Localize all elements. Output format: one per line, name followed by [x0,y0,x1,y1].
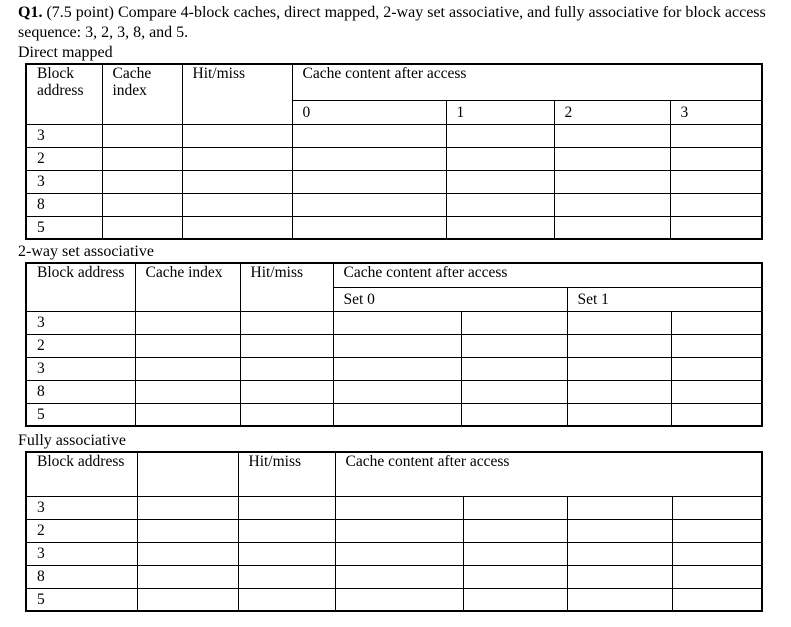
set-associative-table [25,262,763,427]
answer-cell[interactable] [333,403,461,426]
answer-cell[interactable] [461,311,567,334]
block-0-header: 0 [292,100,446,124]
table-row [26,496,762,519]
table-row [26,565,762,588]
answer-cell[interactable] [554,216,670,239]
answer-cell[interactable] [554,170,670,193]
table-row [26,311,762,334]
header-hit-miss: Hit/miss [240,263,333,311]
answer-cell[interactable] [446,216,554,239]
answer-cell[interactable] [335,542,463,565]
answer-cell[interactable] [672,542,762,565]
answer-cell[interactable] [335,588,463,611]
answer-cell[interactable] [461,380,567,403]
answer-cell[interactable] [240,311,333,334]
answer-cell[interactable] [240,334,333,357]
answer-cell[interactable] [463,496,567,519]
block-2-header: 2 [554,100,670,124]
answer-cell[interactable] [554,147,670,170]
answer-cell[interactable] [240,380,333,403]
answer-cell[interactable] [135,380,240,403]
header-block-address: Block address [26,263,135,311]
answer-cell[interactable] [567,380,671,403]
header-cache-content: Cache content after access [335,452,762,496]
answer-cell[interactable] [567,357,671,380]
answer-cell[interactable] [463,565,567,588]
answer-cell[interactable] [238,565,335,588]
table-row [26,357,762,380]
table-row [26,170,762,193]
answer-cell[interactable] [335,519,463,542]
answer-cell[interactable] [182,216,292,239]
answer-cell[interactable] [463,588,567,611]
block-address-cell: 8 [26,565,137,588]
answer-cell[interactable] [567,496,672,519]
answer-cell[interactable] [137,519,238,542]
answer-cell[interactable] [292,193,446,216]
answer-cell[interactable] [670,170,762,193]
block-address-cell: 3 [26,357,135,380]
answer-cell[interactable] [672,588,762,611]
header-empty [137,452,238,496]
answer-cell[interactable] [292,147,446,170]
block-address-cell: 3 [26,542,137,565]
answer-cell[interactable] [567,519,672,542]
header-block-address: Block address [26,452,137,496]
answer-cell[interactable] [333,311,461,334]
answer-cell[interactable] [182,124,292,147]
answer-cell[interactable] [670,124,762,147]
answer-cell[interactable] [182,147,292,170]
answer-cell[interactable] [335,496,463,519]
answer-cell[interactable] [238,496,335,519]
answer-cell[interactable] [240,357,333,380]
answer-cell[interactable] [670,216,762,239]
header-hit-miss: Hit/miss [238,452,335,496]
set-associative-label: 2-way set associative [18,243,154,260]
question-text [18,3,778,43]
answer-cell[interactable] [567,311,671,334]
block-address-cell: 2 [26,147,102,170]
direct-mapped-table [25,63,763,240]
answer-cell[interactable] [102,170,182,193]
block-address-cell: 3 [26,170,102,193]
answer-cell[interactable] [137,588,238,611]
block-address-cell: 8 [26,380,135,403]
answer-cell[interactable] [446,124,554,147]
answer-cell[interactable] [292,124,446,147]
fully-associative-label: Fully associative [18,432,126,449]
answer-cell[interactable] [567,542,672,565]
answer-cell[interactable] [182,193,292,216]
answer-cell[interactable] [672,565,762,588]
table-row [26,519,762,542]
answer-cell[interactable] [182,170,292,193]
answer-cell[interactable] [446,147,554,170]
header-cache-content: Cache content after access [292,64,762,100]
answer-cell[interactable] [333,380,461,403]
block-3-header: 3 [670,100,762,124]
direct-mapped-label: Direct mapped [18,44,113,61]
block-1-header: 1 [446,100,554,124]
answer-cell[interactable] [238,542,335,565]
answer-cell[interactable] [461,403,567,426]
block-address-cell: 3 [26,496,137,519]
answer-cell[interactable] [567,565,672,588]
header-cache-content: Cache content after access [333,263,762,287]
answer-cell[interactable] [567,588,672,611]
answer-cell[interactable] [102,147,182,170]
question-number: Q1. [18,4,43,21]
table-row [26,588,762,611]
answer-cell[interactable] [335,565,463,588]
block-address-cell: 3 [26,311,135,334]
answer-cell[interactable] [135,311,240,334]
answer-cell[interactable] [292,170,446,193]
table-row [26,334,762,357]
table-row [26,147,762,170]
answer-cell[interactable] [670,147,762,170]
answer-cell[interactable] [137,542,238,565]
table-row [26,380,762,403]
table-row [26,542,762,565]
answer-cell[interactable] [446,170,554,193]
answer-cell[interactable] [446,193,554,216]
block-address-cell: 5 [26,403,135,426]
table-row [26,124,762,147]
answer-cell[interactable] [670,193,762,216]
table-row [26,216,762,239]
set-0-header: Set 0 [333,287,567,311]
table-row [26,403,762,426]
answer-cell[interactable] [554,193,670,216]
answer-cell[interactable] [554,124,670,147]
answer-cell[interactable] [671,334,762,357]
answer-cell[interactable] [567,403,671,426]
answer-cell[interactable] [671,403,762,426]
header-block-address: Block address [26,64,102,124]
answer-cell[interactable] [102,124,182,147]
header-cache-index: Cache index [102,64,182,124]
block-address-cell: 3 [26,124,102,147]
question-body: Compare 4-block caches, direct mapped, 2-way set associative, and fully associative for block access sequence: 3, 2, 3, 8, and 5. [18,4,766,41]
answer-cell[interactable] [102,216,182,239]
answer-cell[interactable] [135,357,240,380]
answer-cell[interactable] [463,519,567,542]
answer-cell[interactable] [238,588,335,611]
answer-cell[interactable] [333,334,461,357]
answer-cell[interactable] [567,334,671,357]
question-points: (7.5 point) [46,4,114,21]
block-address-cell: 2 [26,334,135,357]
answer-cell[interactable] [672,496,762,519]
header-cache-index: Cache index [135,263,240,311]
header-hit-miss: Hit/miss [182,64,292,124]
answer-cell[interactable] [461,334,567,357]
answer-cell[interactable] [672,519,762,542]
answer-cell[interactable] [463,542,567,565]
answer-cell[interactable] [333,357,461,380]
answer-cell[interactable] [238,519,335,542]
block-address-cell: 5 [26,216,102,239]
answer-cell[interactable] [671,357,762,380]
answer-cell[interactable] [671,311,762,334]
answer-cell[interactable] [240,403,333,426]
answer-cell[interactable] [292,216,446,239]
table-row [26,193,762,216]
set-1-header: Set 1 [567,287,762,311]
answer-cell[interactable] [135,403,240,426]
answer-cell[interactable] [102,193,182,216]
block-address-cell: 2 [26,519,137,542]
answer-cell[interactable] [137,496,238,519]
answer-cell[interactable] [671,380,762,403]
block-address-cell: 8 [26,193,102,216]
answer-cell[interactable] [135,334,240,357]
answer-cell[interactable] [137,565,238,588]
answer-cell[interactable] [461,357,567,380]
block-address-cell: 5 [26,588,137,611]
fully-associative-table [25,451,763,612]
